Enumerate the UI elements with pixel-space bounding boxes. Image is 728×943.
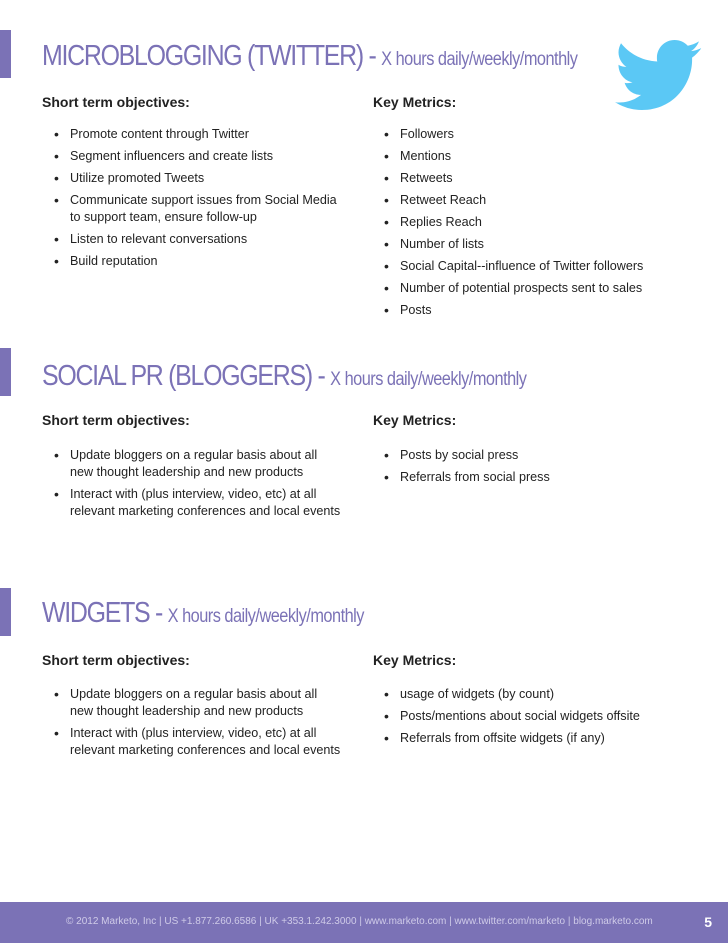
- list-item: • Listen to relevant conversations: [52, 231, 342, 248]
- list-item: • Social Capital--influence of Twitter followers: [382, 258, 702, 275]
- metrics-list: [382, 126, 702, 324]
- list-item: • Mentions: [382, 148, 702, 165]
- objectives-list: [52, 126, 342, 275]
- section-title: SOCIAL PR (BLOGGERS) - X hours daily/weekly/monthly: [42, 360, 527, 392]
- list-item: • Referrals from offsite widgets (if any): [382, 730, 702, 747]
- section-accent-bar: [0, 30, 11, 78]
- metrics-heading: Key Metrics:: [373, 412, 457, 428]
- list-item: • Retweet Reach: [382, 192, 702, 209]
- list-item: • Utilize promoted Tweets: [52, 170, 342, 187]
- objectives-heading: Short term objectives:: [42, 94, 190, 110]
- list-item: • Number of potential prospects sent to sales: [382, 280, 702, 297]
- list-item: • Promote content through Twitter: [52, 126, 342, 143]
- metrics-heading: Key Metrics:: [373, 652, 457, 668]
- objectives-list: [52, 686, 342, 764]
- metrics-list: [382, 686, 702, 752]
- list-item: • Replies Reach: [382, 214, 702, 231]
- page-footer: [0, 902, 728, 943]
- section-title: MICROBLOGGING (TWITTER) - X hours daily/weekly/monthly: [42, 40, 578, 72]
- section-accent-bar: [0, 588, 11, 636]
- list-item: • Posts by social press: [382, 447, 702, 464]
- list-item: • Update bloggers on a regular basis about all new thought leadership and new products: [52, 686, 342, 720]
- objectives-heading: Short term objectives:: [42, 652, 190, 668]
- list-item: • Update bloggers on a regular basis about all new thought leadership and new products: [52, 447, 342, 481]
- footer-contact-text: © 2012 Marketo, Inc | US +1.877.260.6586 | UK +353.1.242.3000 | www.marketo.com | www.twitter.com/marketo | blog.marketo.com: [66, 916, 653, 927]
- objectives-list: [52, 447, 342, 525]
- list-item: • Communicate support issues from Social Media to support team, ensure follow-up: [52, 192, 342, 226]
- metrics-list: [382, 447, 702, 491]
- list-item: • Number of lists: [382, 236, 702, 253]
- list-item: • Followers: [382, 126, 702, 143]
- objectives-heading: Short term objectives:: [42, 412, 190, 428]
- list-item: • Interact with (plus interview, video, etc) at all relevant marketing conferences and local events: [52, 725, 342, 759]
- list-item: • Referrals from social press: [382, 469, 702, 486]
- list-item: • Interact with (plus interview, video, etc) at all relevant marketing conferences and local events: [52, 486, 342, 520]
- metrics-heading: Key Metrics:: [373, 94, 457, 110]
- list-item: • Posts: [382, 302, 702, 319]
- section-title: WIDGETS - X hours daily/weekly/monthly: [42, 597, 364, 629]
- list-item: • Segment influencers and create lists: [52, 148, 342, 165]
- list-item: • Build reputation: [52, 253, 342, 270]
- page-number: 5: [704, 914, 712, 930]
- section-accent-bar: [0, 348, 11, 396]
- list-item: • Retweets: [382, 170, 702, 187]
- list-item: • usage of widgets (by count): [382, 686, 702, 703]
- twitter-bird-icon: [612, 40, 704, 110]
- list-item: • Posts/mentions about social widgets offsite: [382, 708, 702, 725]
